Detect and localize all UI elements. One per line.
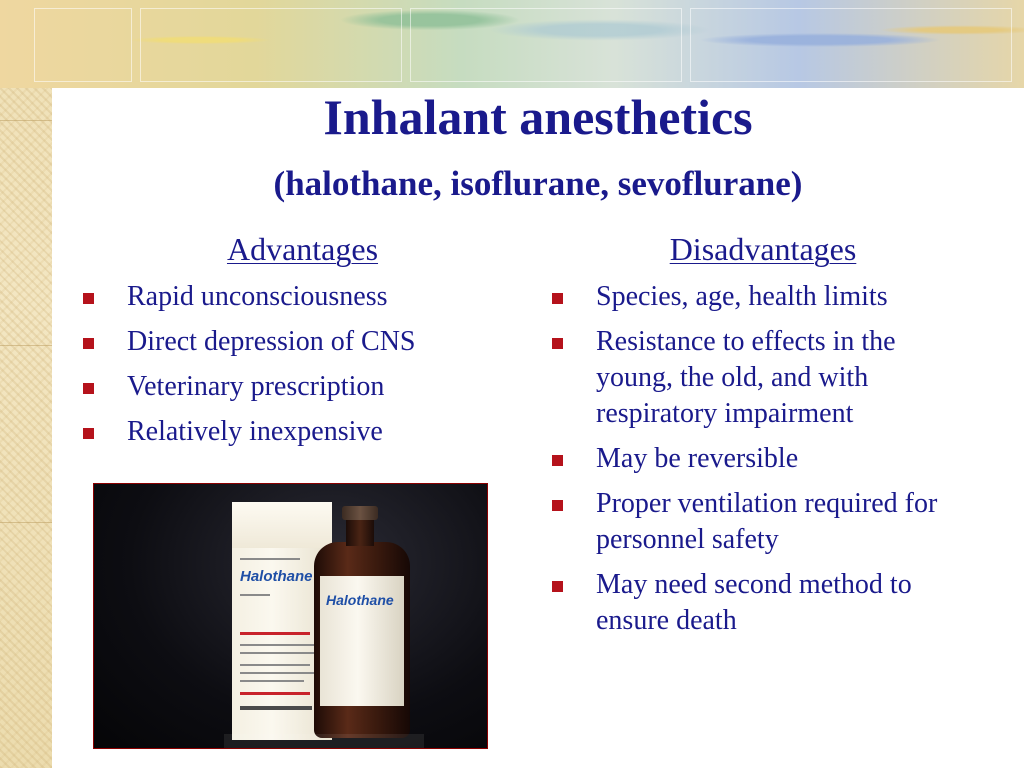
strip-seam: [0, 345, 52, 346]
list-item-text: May be reversible: [596, 443, 799, 474]
box-brand-label: Halothane: [240, 568, 313, 585]
advantages-heading: Advantages: [226, 231, 379, 267]
square-bullet-icon: [552, 581, 563, 592]
square-bullet-icon: [83, 338, 94, 349]
square-bullet-icon: [83, 428, 94, 439]
bottle-brand-label: Halothane: [326, 592, 394, 608]
list-item: [77, 369, 517, 405]
list-item: [77, 414, 517, 450]
square-bullet-icon: [552, 455, 563, 466]
square-bullet-icon: [552, 293, 563, 304]
box-logo-line: [240, 706, 312, 710]
list-item-text: Species, age, health limits: [596, 281, 888, 312]
box-text-line: [240, 644, 320, 646]
box-red-line: [240, 692, 310, 695]
list-item: [77, 279, 517, 315]
square-bullet-icon: [552, 338, 563, 349]
strip-seam: [0, 522, 52, 523]
square-bullet-icon: [83, 293, 94, 304]
box-red-line: [240, 632, 310, 635]
list-item-text: Resistance to effects in the young, the old, and with respiratory impairment: [596, 326, 896, 429]
list-item-text: Direct depression of CNS: [127, 326, 416, 357]
disadvantages-heading: Disadvantages: [669, 231, 857, 267]
list-item: [546, 279, 976, 315]
box-text-line: [240, 558, 300, 560]
strip-seam: [0, 120, 52, 121]
banner-panel: [690, 8, 1012, 82]
box-text-line: [240, 594, 270, 596]
banner-panel: [410, 8, 682, 82]
list-item: [77, 324, 517, 360]
box-text-line: [240, 680, 304, 682]
disadvantages-list: [546, 279, 976, 648]
box-text-line: [240, 652, 316, 654]
list-item-text: Relatively inexpensive: [127, 416, 383, 447]
list-item: [546, 486, 976, 558]
square-bullet-icon: [552, 500, 563, 511]
box-text-line: [240, 664, 310, 666]
slide-subtitle: (halothane, isoflurane, sevoflurane): [273, 164, 803, 203]
list-item: [546, 441, 976, 477]
list-item-text: Veterinary prescription: [127, 371, 385, 402]
list-item-text: Rapid unconsciousness: [127, 281, 388, 312]
left-decorative-strip: [0, 0, 52, 768]
banner-panel: [34, 8, 132, 82]
box-top: [232, 502, 332, 548]
square-bullet-icon: [83, 383, 94, 394]
box-text-line: [240, 672, 318, 674]
halothane-product-photo: [93, 483, 488, 749]
advantages-list: [77, 279, 517, 459]
banner-panel: [140, 8, 402, 82]
slide-title: Inhalant anesthetics: [323, 89, 753, 145]
top-decorative-banner: [0, 0, 1024, 88]
list-item-text: Proper ventilation required for personnel safety: [596, 488, 938, 555]
list-item: [546, 324, 976, 432]
table-reflection: [224, 734, 424, 748]
list-item: [546, 567, 976, 639]
list-item-text: May need second method to ensure death: [596, 569, 912, 636]
bottle-cap: [342, 506, 378, 520]
